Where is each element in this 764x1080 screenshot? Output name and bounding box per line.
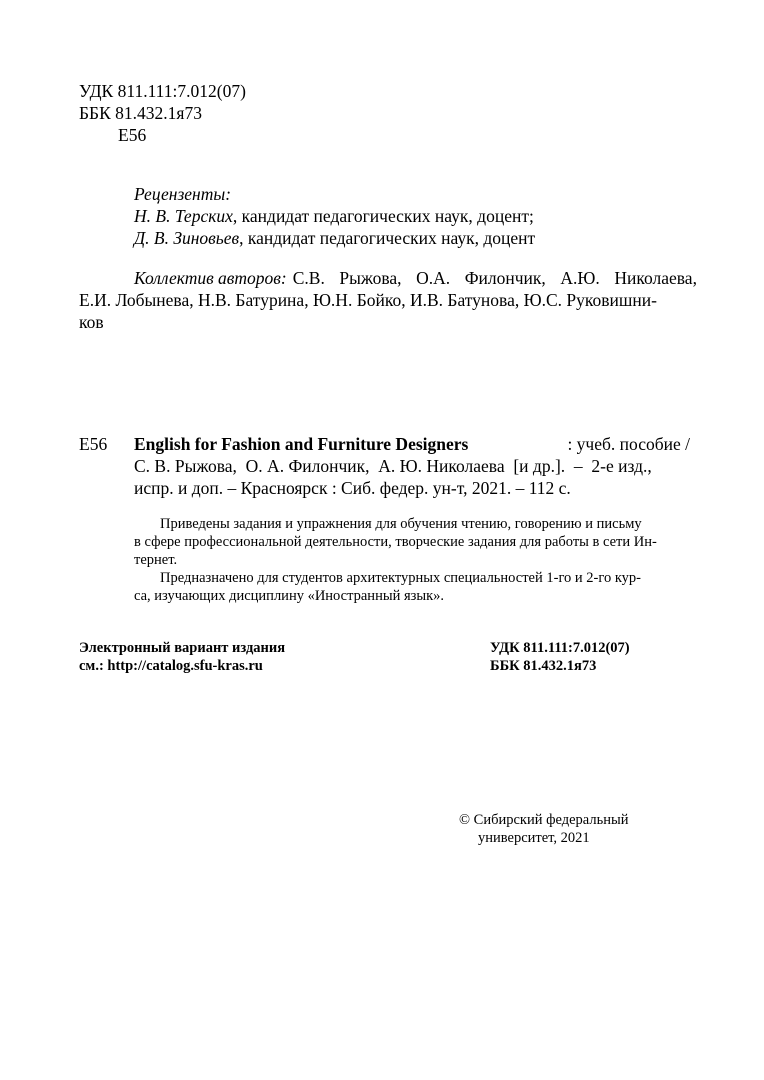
annotation-p2-line2: са, изучающих дисциплину «Иностранный язык». bbox=[134, 588, 445, 604]
reviewer-1-title: , кандидат педагогических наук, доцент; bbox=[232, 206, 534, 226]
authors-name-word: Рыжова, bbox=[339, 268, 402, 288]
electronic-version-url: см.: http://catalog.sfu-kras.ru bbox=[79, 658, 263, 674]
reviewer-2-name: Д. В. Зиновьев bbox=[134, 228, 240, 248]
udk-code: УДК 811.111:7.012(07) bbox=[79, 81, 246, 101]
annotation-p1-line2: в сфере профессиональной деятельности, творческие задания для работы в сети Ин- bbox=[134, 534, 657, 550]
authors-name-word: А.Ю. bbox=[560, 268, 600, 288]
reviewer-1 bbox=[134, 205, 534, 227]
bib-line-1 bbox=[134, 433, 690, 455]
authors-line-2: Е.И. Лобынева, Н.В. Батурина, Ю.Н. Бойко, И.В. Батунова, Ю.С. Руковишни- bbox=[79, 290, 657, 310]
authors-names-1 bbox=[293, 267, 697, 289]
authors-line-1 bbox=[134, 267, 697, 289]
authors-name-word: О.А. bbox=[416, 268, 451, 288]
authors-line-3: ков bbox=[79, 312, 104, 332]
authors-name-word: Филончик, bbox=[464, 268, 546, 288]
bib-line-3: испр. и доп. – Красноярск : Сиб. федер. ун-т, 2021. – 112 с. bbox=[134, 478, 571, 498]
annotation-p1-line1: Приведены задания и упражнения для обучения чтению, говорению и письму bbox=[160, 516, 642, 532]
bib-title: English for Fashion and Furniture Designers bbox=[134, 434, 469, 454]
reviewer-2-title: , кандидат педагогических наук, доцент bbox=[239, 228, 536, 248]
authors-name-word: Николаева, bbox=[614, 268, 697, 288]
annotation-p1-line3: тернет. bbox=[134, 552, 178, 568]
footer-udk: УДК 811.111:7.012(07) bbox=[490, 640, 630, 656]
bib-line-2: С. В. Рыжова, О. А. Филончик, А. Ю. Николаева [и др.]. – 2-е изд., bbox=[134, 456, 652, 476]
copyright-line-1: © Сибирский федеральный bbox=[459, 812, 629, 828]
copyright-line-2: университет, 2021 bbox=[478, 830, 590, 846]
footer-bbk: ББК 81.432.1я73 bbox=[490, 658, 597, 674]
reviewer-2 bbox=[134, 227, 535, 249]
annotation-p2-line1: Предназначено для студентов архитектурных специальностей 1-го и 2-го кур- bbox=[160, 570, 642, 586]
reviewers-label: Рецензенты: bbox=[134, 184, 232, 204]
bib-code: Е56 bbox=[79, 434, 108, 454]
author-mark: Е56 bbox=[118, 125, 147, 145]
bib-line-1-rest: : учеб. пособие / bbox=[567, 434, 690, 454]
authors-label: Коллектив авторов: bbox=[134, 268, 287, 288]
authors-name-word: С.В. bbox=[292, 268, 325, 288]
electronic-version-label: Электронный вариант издания bbox=[79, 640, 286, 656]
reviewer-1-name: Н. В. Терских bbox=[134, 206, 233, 226]
bbk-code: ББК 81.432.1я73 bbox=[79, 103, 202, 123]
